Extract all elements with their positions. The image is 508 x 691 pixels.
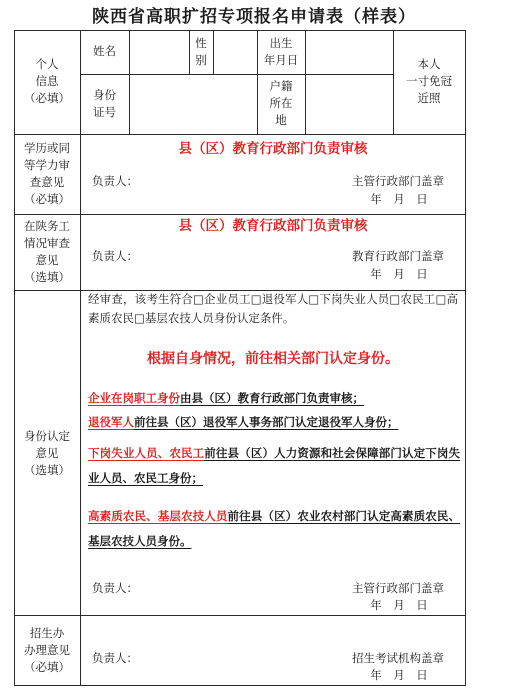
identity-item-farmer xyxy=(88,504,460,554)
education-stamp: 主管行政部门盖章 xyxy=(352,174,444,188)
personal-section-label: 个人 信息 （必填） xyxy=(24,57,70,105)
identity-item4-text: 前往县（区）农业农村部门认定高素质农民、基层农技人员身份。 xyxy=(88,509,460,548)
photo-label: 本人 一寸免冠 近照 xyxy=(406,57,452,105)
identity-item3-text: 前往县（区）人力资源和社会保障部门认定下岗失业人员、农民工身份； xyxy=(88,446,461,485)
section-divider-4 xyxy=(14,615,466,616)
hukou-label: 户籍 所在 地 xyxy=(269,79,293,127)
identity-item4-highlight: 高素质农民、基层农技人员 xyxy=(88,509,228,523)
form-title: 陕西省高职扩招专项报名申请表（样表） xyxy=(92,7,416,27)
identity-section-label: 身份认定 意见 （选填） xyxy=(24,429,70,477)
admission-date: 年 月 日 xyxy=(370,668,428,682)
education-section-label: 学历或同 等学力审 查意见 （必填） xyxy=(24,141,70,206)
work-section-label: 在陕务工 情况审查 意见 （选填） xyxy=(24,219,70,284)
identity-date: 年 月 日 xyxy=(370,598,428,612)
education-review-header: 县（区）教育行政部门负责审核 xyxy=(178,141,368,157)
border-top xyxy=(14,30,466,31)
work-review-header: 县（区）教育行政部门负责审核 xyxy=(178,218,368,234)
identity-stamp: 主管行政部门盖章 xyxy=(352,581,444,595)
admission-section-label: 招生办 办理意见 （必填） xyxy=(24,626,70,674)
identity-intro: 经审查，该考生符合□企业员工□退役军人□下岗失业人员□农民工□高素质农民□基层农技人员身份认定条件。 xyxy=(88,292,458,325)
work-date: 年 月 日 xyxy=(370,267,428,281)
application-form-table xyxy=(14,30,466,686)
work-responsible: 负责人： xyxy=(92,249,138,263)
name-label-divider xyxy=(129,30,130,134)
identity-item1-text: 由县（区）教育行政部门负责审核； xyxy=(180,391,364,405)
birth-divider-b xyxy=(305,30,306,134)
identity-item-enterprise xyxy=(88,389,460,408)
identity-item-veteran xyxy=(88,413,460,432)
admission-responsible: 负责人： xyxy=(92,651,138,665)
identity-item2-highlight: 退役军人 xyxy=(88,415,134,429)
identity-item1-highlight: 企业在岗职工身份 xyxy=(88,391,180,405)
id-number-label: 身份 证号 xyxy=(93,88,116,119)
identity-item-laid-off xyxy=(88,441,460,491)
birth-label: 出生 年月日 xyxy=(263,36,299,67)
section-divider-1 xyxy=(14,134,466,135)
identity-responsible: 负责人： xyxy=(92,581,138,595)
identity-item2-text: 前往县（区）退役军人事务部门认定退役军人身份； xyxy=(134,415,399,429)
admission-stamp: 招生考试机构盖章 xyxy=(352,651,444,665)
border-left xyxy=(14,30,15,686)
work-stamp: 教育行政部门盖章 xyxy=(352,249,444,263)
education-date: 年 月 日 xyxy=(370,192,428,206)
name-label: 姓名 xyxy=(93,44,116,58)
personal-row-divider xyxy=(80,74,394,75)
border-bottom xyxy=(14,685,466,686)
identity-notice: 根据自身情况，前往相关部门认定身份。 xyxy=(147,351,399,367)
education-responsible: 负责人： xyxy=(92,174,138,188)
gender-divider-b xyxy=(213,30,214,74)
gender-label: 性 别 xyxy=(195,36,207,67)
identity-item3-highlight: 下岗失业人员、农民工 xyxy=(88,446,205,460)
